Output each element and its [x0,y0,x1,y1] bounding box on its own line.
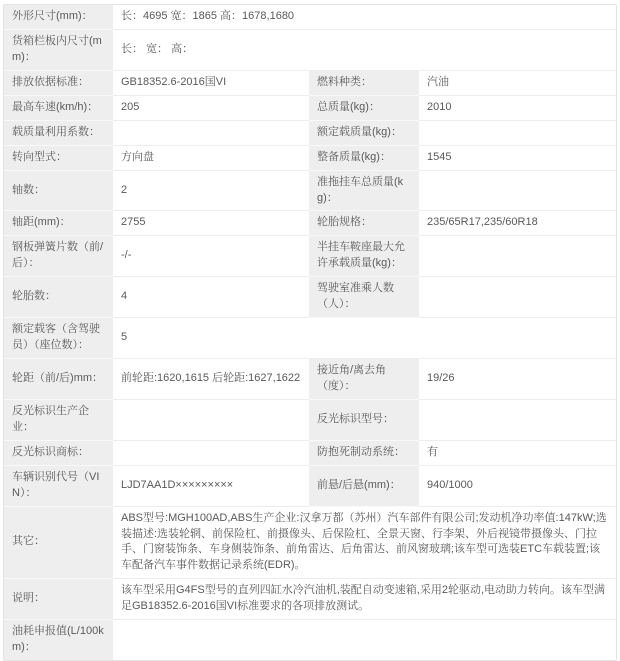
row-5-label-left: 转向型式： [4,146,113,171]
table-row [4,146,616,171]
row-1-value: 长： 宽： 高： [113,30,616,71]
row-6-label-left: 轴数： [4,171,113,212]
row-9-value-right [419,277,616,318]
row-14-label-right: 前悬/后悬(mm)： [309,466,419,507]
row-12-label-left: 反光标识生产企业： [4,400,113,441]
row-9-value-left: 4 [113,277,309,318]
row-5-label-right: 整备质量(kg)： [309,146,419,171]
row-9-label-left: 轮胎数： [4,277,113,318]
row-17-value [113,620,616,660]
table-row [4,620,616,660]
table-row [4,359,616,400]
row-15-value: ABS型号:MGH100AD,ABS生产企业:汉拿万都（苏州）汽车部件有限公司;发动机净功率值:147kW;选装描述:选装轮辋、前保险杠、前摄像头、后保险杠、全景天窗、行李架、外后视镜带摄像头、门拉手、门窗装饰条、车身侧装饰条、前角雷达、后角雷达、前风窗玻璃;该车型可选装ETC车载装置;该车配备汽车事件数据记录系统(EDR)。 [113,507,616,580]
row-11-value-left: 前轮距:1620,1615 后轮距:1627,1622 [113,359,309,400]
row-5-value-left: 方向盘 [113,146,309,171]
row-6-value-left: 2 [113,171,309,212]
spec-table [4,5,616,660]
table-row [4,507,616,580]
table-row [4,277,616,318]
table-row [4,441,616,466]
row-13-label-left: 反光标识商标： [4,441,113,466]
row-6-label-right: 准拖挂车总质量(kg)： [309,171,419,212]
row-13-label-right: 防抱死制动系统： [309,441,419,466]
row-16-label: 说明： [4,579,113,620]
row-15-label: 其它： [4,507,113,580]
row-7-value-left: 2755 [113,211,309,236]
table-row [4,71,616,96]
row-3-label-left: 最高车速(km/h)： [4,96,113,121]
row-11-label-left: 轮距（前/后)mm： [4,359,113,400]
row-8-label-right: 半挂车鞍座最大允许承载质量(kg)： [309,236,419,277]
table-row [4,30,616,71]
row-2-label-right: 燃料种类： [309,71,419,96]
row-14-value-right: 940/1000 [419,466,616,507]
row-4-value-left [113,121,309,146]
table-row [4,579,616,620]
vehicle-spec-sheet [3,4,617,661]
row-16-value: 该车型采用G4FS型号的直列四缸水冷汽油机,装配自动变速箱,采用2轮驱动,电动助力转向。该车型满足GB18352.6-2016国VI标准要求的各项排放测试。 [113,579,616,620]
table-row [4,211,616,236]
row-0-label: 外形尺寸(mm)： [4,5,113,30]
row-5-value-right: 1545 [419,146,616,171]
table-row [4,96,616,121]
row-2-label-left: 排放依据标准： [4,71,113,96]
row-8-value-right [419,236,616,277]
spec-table-body [4,5,616,660]
row-3-value-right: 2010 [419,96,616,121]
row-10-value: 5 [113,318,616,359]
row-14-value-left: LJD7AA1D××××××××× [113,466,309,507]
row-9-label-right: 驾驶室准乘人数（人）： [309,277,419,318]
table-row [4,171,616,212]
row-14-label-left: 车辆识别代号（VIN）： [4,466,113,507]
row-17-label: 油耗申报值(L/100km)： [4,620,113,660]
row-6-value-right [419,171,616,212]
table-row [4,318,616,359]
table-row [4,400,616,441]
row-12-value-left [113,400,309,441]
row-12-value-right [419,400,616,441]
table-row [4,121,616,146]
row-2-value-right: 汽油 [419,71,616,96]
table-row [4,5,616,30]
row-11-value-right: 19/26 [419,359,616,400]
row-7-label-left: 轴距(mm)： [4,211,113,236]
row-2-value-left: GB18352.6-2016国VI [113,71,309,96]
row-0-value: 长：4695 宽：1865 高：1678,1680 [113,5,616,30]
row-8-label-left: 钢板弹簧片数（前/后）： [4,236,113,277]
row-13-value-left [113,441,309,466]
row-4-label-left: 载质量利用系数： [4,121,113,146]
table-row [4,466,616,507]
table-row [4,236,616,277]
row-1-label: 货箱栏板内尺寸(mm)： [4,30,113,71]
row-4-label-right: 额定载质量(kg)： [309,121,419,146]
row-10-label: 额定载客（含驾驶员）（座位数）： [4,318,113,359]
row-7-label-right: 轮胎规格： [309,211,419,236]
row-7-value-right: 235/65R17,235/60R18 [419,211,616,236]
row-12-label-right: 反光标识型号： [309,400,419,441]
row-4-value-right [419,121,616,146]
row-3-value-left: 205 [113,96,309,121]
row-13-value-right: 有 [419,441,616,466]
row-3-label-right: 总质量(kg)： [309,96,419,121]
row-8-value-left: -/- [113,236,309,277]
row-11-label-right: 接近角/离去角（度）： [309,359,419,400]
